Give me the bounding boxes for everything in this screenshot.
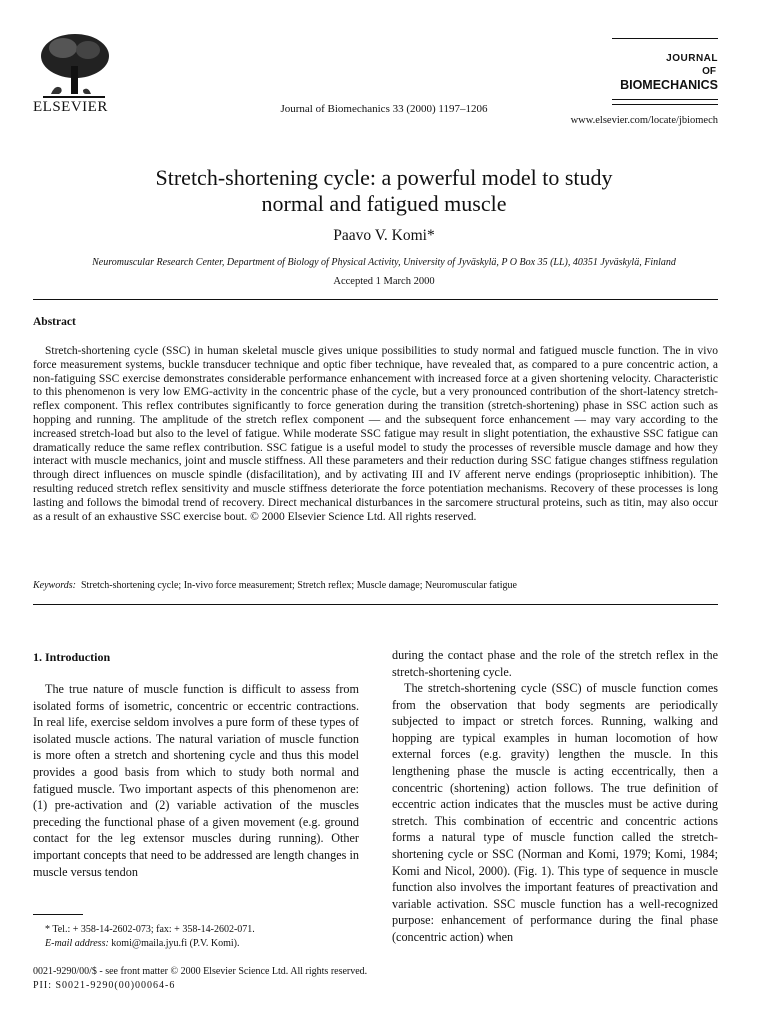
author-name: Paavo V. Komi* [333,227,435,244]
journal-rule-top [612,38,718,39]
journal-of: OF [702,66,716,77]
journal-name-block [620,52,718,93]
article-title [0,165,768,217]
section-heading: 1. Introduction [33,650,111,664]
journal-subject: BIOMECHANICS [620,78,718,92]
accepted-date: Accepted 1 March 2000 [333,276,435,287]
divider-bottom [33,604,718,605]
footnote-rule [33,914,83,915]
footnote-contact: * Tel.: + 358-14-2602-073; fax: + 358-14-2602-071. [45,924,255,935]
footnote-email [45,938,240,949]
journal-url-link[interactable]: www.elsevier.com/locate/jbiomech [570,115,718,126]
keywords-list: Stretch-shortening cycle; In-vivo force measurement; Stretch reflex; Muscle damage; Neuromuscular fatigue [80,580,517,591]
title-line-2: normal and fatigued muscle [261,191,507,216]
email-address-link[interactable]: komi@maila.jyu.fi (P.V. Komi). [111,938,240,949]
title-line-1: Stretch-shortening cycle: a powerful model to study [155,165,613,190]
keywords-label: Keywords: [33,580,76,591]
publisher-name: ELSEVIER [33,99,108,115]
divider-top [33,299,718,300]
abstract-text: Stretch-shortening cycle (SSC) in human skeletal muscle gives unique possibilities to study normal and fatigued muscle function. The in vivo force measurement systems, buckle transducer technique and optic fiber technique, have revealed that, as compared to a pure concentric action, a non-fatiguing SSC exercise demonstrates considerable performance enhancement with increased force at a given shortening velocity. Characteristic to this phenomenon is very low EMG-activity in the concentric phase of the cycle, but a very pronounced contribution of the short-latency stretch-reflex component. This reflex contributes significantly to force generation during the transition (stretch-shortening) phase in SSC action such as hopping and running. The amplitude of the stretch reflex component — and the subsequent force enhancement — may vary according to the increased stretch-load but also to the level of fatigue. While moderate SSC fatigue may result in slight potentiation, the exhaustive SSC fatigue can dramatically reduce the same reflex contribution. SSC fatigue is a useful model to study the processes of reversible muscle damage and how they interact with muscle mechanics, joint and muscle stiffness. All these parameters and their reduction during SSC fatigue changes stiffness regulation through direct influences on muscle spindle (disfacilitation), and by activating III and IV afferent nerve endings (proprioseptic inhibition). The resulting reduced stretch reflex sensitivity and muscle stiffness deteriorate the force potentiation mechanisms. Recovery of these processes is long lasting and follows the bimodal trend of recovery. Direct mechanical disturbances in the sarcomere structural proteins, such as titin, may also occur as a result of an exhaustive SSC exercise bout. © 2000 Elsevier Science Ltd. All rights reserved. [33,345,718,523]
keywords [33,580,517,591]
author-affiliation: Neuromuscular Research Center, Department of Biology of Physical Activity, University of Jyväskylä, P O Box 35 (LL), 40351 Jyväskylä, Finland [92,257,676,268]
body-column-right: The stretch-shortening cycle (SSC) of muscle function comes from the observation that body segments are periodically subjected to impact or stretch forces. Running, walking and hopping are typical examples in human locomotion of how external forces (e.g. gravity) lengthen the muscle. In this lengthening phase the muscle is acting eccentrically, then a concentric (shortening) action follows. The true definition of eccentric action indicates that the muscles must be active during stretch. This combination of eccentric and concentric actions forms a natural type of muscle function called the stretch-shortening cycle or SSC (Norman and Komi, 1979; Komi, 1984; Komi and Nicol, 2000). (Fig. 1). This type of sequence in muscle function also involves the important features of preactivation and variable activation. SSC muscle function has a well-recognized purpose: enhancement of performance during the final phase (concentric action) when [392,681,718,944]
body-column-right-continuation: during the contact phase and the role of the stretch reflex in the stretch-shortening cycle. [392,648,718,679]
pii-line: PII: S0021-9290(00)00064-6 [33,980,176,991]
email-label: E-mail address: [45,938,109,949]
abstract-heading: Abstract [33,316,76,328]
journal-rule-bottom [612,104,718,105]
elsevier-tree-logo [33,30,113,100]
copyright-line: 0021-9290/00/$ - see front matter © 2000 Elsevier Science Ltd. All rights reserved. [33,966,368,977]
body-column-left: The true nature of muscle function is difficult to assess from isolated forms of isometric, concentric or eccentric contractions. In real life, exercise seldom involves a pure form of these types of isolated muscle actions. The natural variation of muscle function is more often a stretch and shortening cycle and thus this model provides a good basis from which to study both normal and fatigued muscle. Two important aspects of this phenomenon are: (1) pre-activation and (2) variable activation of the muscles preceding the functional phase of a given movement (e.g. ground contact for the leg extensor muscles during running). Other important concepts that need to be addressed are length changes in muscle versus tendon [33,682,359,879]
journal-rule-mid [612,99,718,100]
journal-word: JOURNAL [666,53,718,64]
journal-citation: Journal of Biomechanics 33 (2000) 1197–1206 [280,103,488,115]
